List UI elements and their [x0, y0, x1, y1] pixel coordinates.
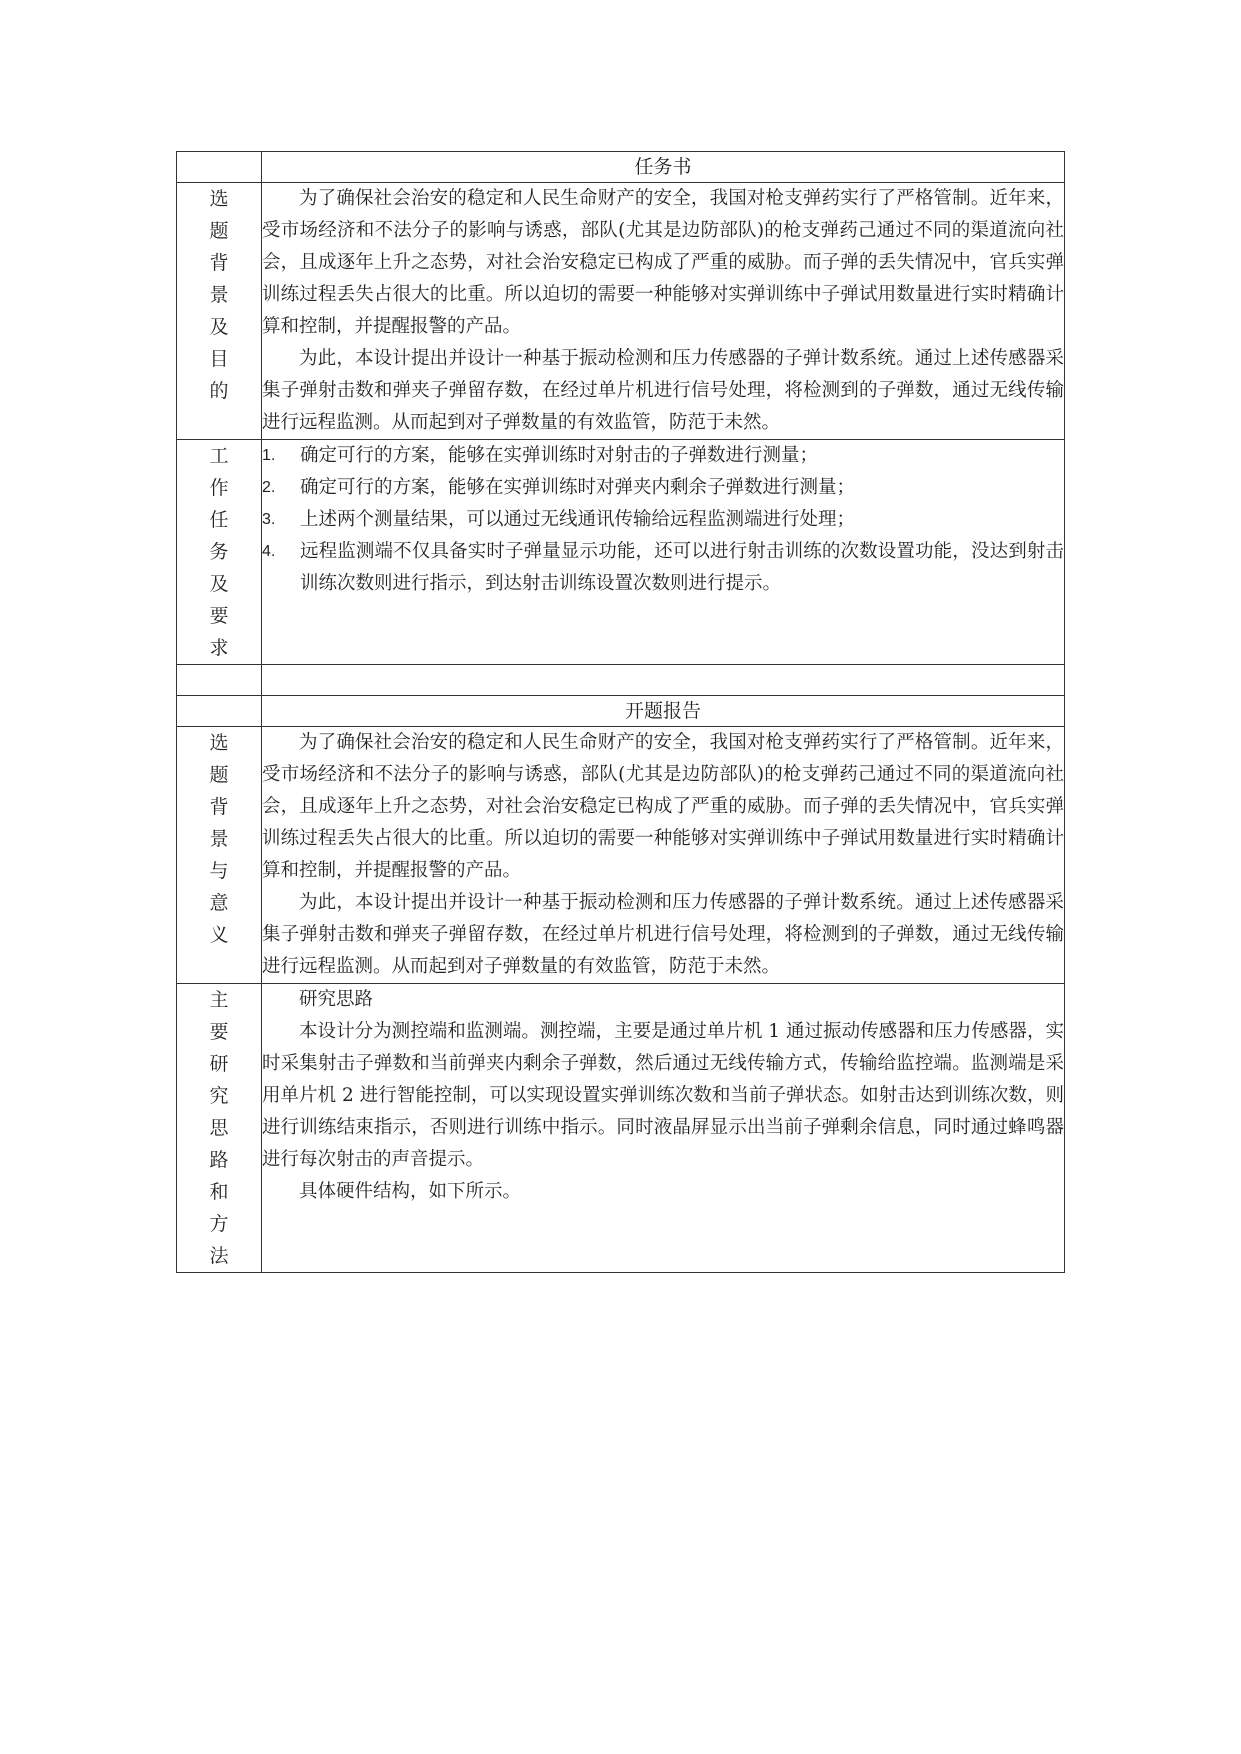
paragraph: 为此，本设计提出并设计一种基于振动检测和压力传感器的子弹计数系统。通过上述传感器采集子弹射击数和弹夹子弹留存数，在经过单片机进行信号处理，将检测到的子弹数，通过无线传输进行远程监测。从而起到对子弹数量的有效监管，防范于未然。 — [262, 892, 1064, 977]
task-requirements-content — [262, 440, 1065, 665]
label-char: 求 — [209, 637, 229, 659]
paragraph: 为此，本设计提出并设计一种基于振动检测和压力传感器的子弹计数系统。通过上述传感器采集子弹射击数和弹夹子弹留存数，在经过单片机进行信号处理，将检测到的子弹数，通过无线传输进行远程监测。从而起到对子弹数量的有效监管，防范于未然。 — [262, 348, 1064, 433]
list-text: 远程监测端不仅具备实时子弹量显示功能，还可以进行射击训练的次数设置功能，没达到射击训练次数则进行指示，到达射击训练设置次数则进行提示。 — [300, 541, 1064, 594]
task-requirements-label — [177, 440, 262, 665]
label-char: 选 — [209, 732, 229, 754]
task-requirements-row — [177, 440, 1065, 665]
empty-cell — [262, 665, 1065, 696]
report-method-label — [177, 984, 262, 1273]
list-item — [262, 536, 1064, 600]
label-char: 义 — [209, 924, 229, 946]
label-char: 的 — [209, 380, 229, 402]
report-background-row — [177, 727, 1065, 984]
label-char: 及 — [209, 316, 229, 338]
paragraph: 为了确保社会治安的稳定和人民生命财产的安全，我国对枪支弹药实行了严格管制。近年来，受市场经济和不法分子的影响与诱惑，部队(尤其是边防部队)的枪支弹药己通过不同的渠道流向社会，且成逐年上升之态势，对社会治安稳定已构成了严重的威胁。而子弹的丢失情况中，官兵实弹训练过程丢失占很大的比重。所以迫切的需要一种能够对实弹训练中子弹试用数量进行实时精确计算和控制，并提醒报警的产品。 — [262, 732, 1064, 881]
label-char: 景 — [209, 284, 229, 306]
paragraph: 为了确保社会治安的稳定和人民生命财产的安全，我国对枪支弹药实行了严格管制。近年来，受市场经济和不法分子的影响与诱惑，部队(尤其是边防部队)的枪支弹药己通过不同的渠道流向社会，且成逐年上升之态势，对社会治安稳定已构成了严重的威胁。而子弹的丢失情况中，官兵实弹训练过程丢失占很大的比重。所以迫切的需要一种能够对实弹训练中子弹试用数量进行实时精确计算和控制，并提醒报警的产品。 — [262, 188, 1064, 337]
list-text: 确定可行的方案，能够在实弹训练时对射击的子弹数进行测量； — [300, 445, 819, 466]
requirements-list — [262, 440, 1064, 600]
label-char: 目 — [209, 348, 229, 370]
task-background-label — [177, 183, 262, 440]
report-background-label — [177, 727, 262, 984]
label-char: 研 — [209, 1053, 229, 1075]
task-book-heading-row — [177, 152, 1065, 183]
task-book-heading: 任务书 — [262, 152, 1065, 183]
paragraph: 具体硬件结构，如下所示。 — [299, 1181, 522, 1202]
list-text: 确定可行的方案，能够在实弹训练时对弹夹内剩余子弹数进行测量； — [300, 477, 856, 498]
document-table — [176, 151, 1065, 1273]
label-char: 法 — [209, 1245, 229, 1267]
list-item — [262, 472, 1064, 504]
list-number: 1. — [262, 447, 276, 464]
label-char: 背 — [209, 796, 229, 818]
label-char: 方 — [209, 1213, 229, 1235]
opening-report-heading: 开题报告 — [262, 696, 1065, 727]
paragraph: 本设计分为测控端和监测端。测控端，主要是通过单片机 1 通过振动传感器和压力传感器，实时采集射击子弹数和当前弹夹内剩余子弹数，然后通过无线传输方式，传输给监控端。监测端是采用单片机 2 进行智能控制，可以实现设置实弹训练次数和当前子弹状态。如射击达到训练次数，则进行训练结束指示，否则进行训练中指示。同时液晶屏显示出当前子弹剩余信息，同时通过蜂鸣器进行每次射击的声音提示。 — [262, 1021, 1064, 1170]
label-char: 意 — [209, 892, 229, 914]
report-background-content — [262, 727, 1065, 984]
list-item — [262, 504, 1064, 536]
label-char: 选 — [209, 188, 229, 210]
opening-report-heading-row — [177, 696, 1065, 727]
method-subheading: 研究思路 — [299, 989, 374, 1010]
empty-cell — [177, 665, 262, 696]
empty-label-cell — [177, 696, 262, 727]
empty-label-cell — [177, 152, 262, 183]
label-char: 思 — [209, 1117, 229, 1139]
label-char: 与 — [209, 860, 229, 882]
label-char: 景 — [209, 828, 229, 850]
label-char: 题 — [209, 764, 229, 786]
list-number: 2. — [262, 479, 276, 496]
label-char: 要 — [209, 605, 229, 627]
list-text: 上述两个测量结果，可以通过无线通讯传输给远程监测端进行处理； — [300, 509, 856, 530]
label-char: 路 — [209, 1149, 229, 1171]
label-char: 作 — [209, 477, 229, 499]
label-char: 主 — [209, 989, 229, 1011]
report-method-row — [177, 984, 1065, 1273]
label-char: 和 — [209, 1181, 229, 1203]
list-item — [262, 440, 1064, 472]
label-char: 工 — [209, 445, 229, 467]
report-method-content — [262, 984, 1065, 1273]
task-background-row — [177, 183, 1065, 440]
list-number: 3. — [262, 511, 276, 528]
label-char: 背 — [209, 252, 229, 274]
label-char: 究 — [209, 1085, 229, 1107]
spacer-row — [177, 665, 1065, 696]
label-char: 要 — [209, 1021, 229, 1043]
label-char: 题 — [209, 220, 229, 242]
label-char: 任 — [209, 509, 229, 531]
label-char: 及 — [209, 573, 229, 595]
label-char: 务 — [209, 541, 229, 563]
list-number: 4. — [262, 543, 276, 560]
task-background-content — [262, 183, 1065, 440]
